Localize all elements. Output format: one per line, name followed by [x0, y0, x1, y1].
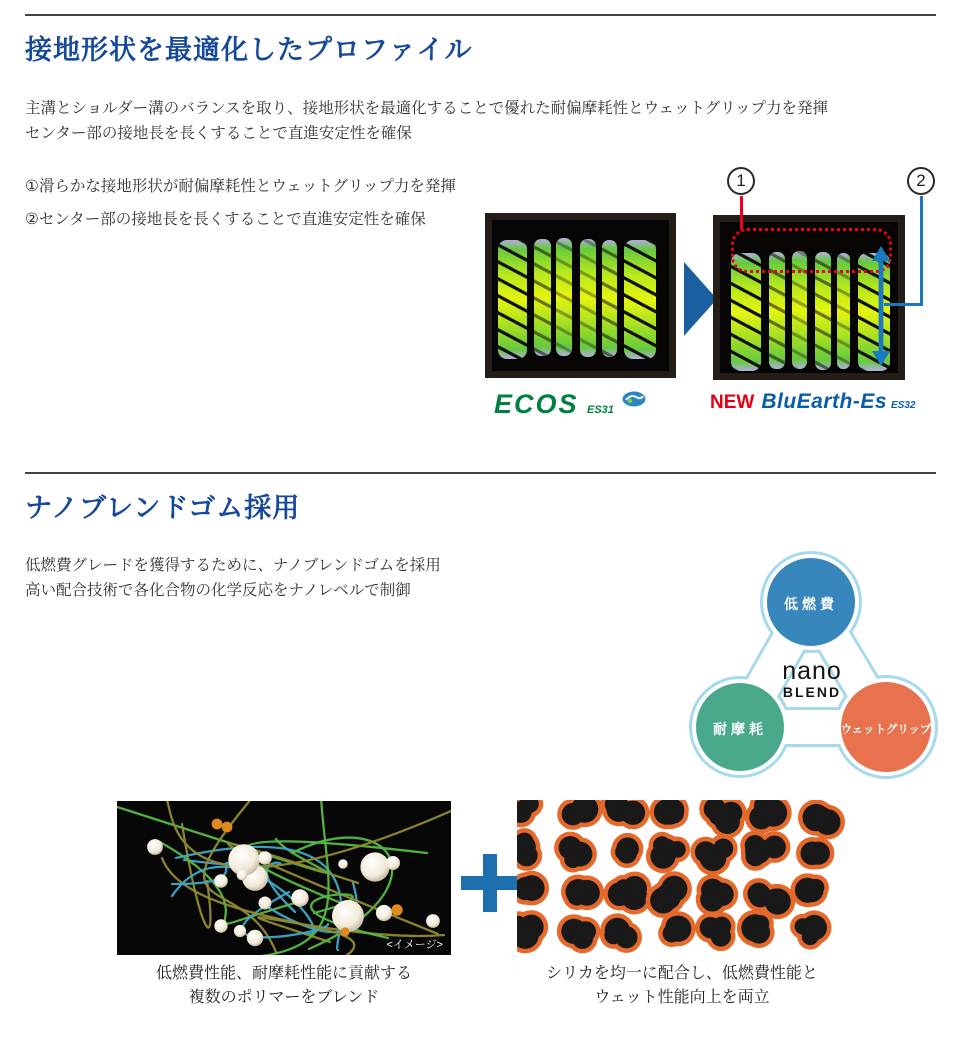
ecos-logo-model: ES31: [586, 404, 614, 416]
profile-point-1: ①滑らかな接地形状が耐偏摩耗性とウェットグリップ力を発揮: [25, 178, 456, 195]
polymer-network-image: [117, 801, 451, 955]
nano-blend-wordmark-line1: nano: [782, 657, 842, 685]
profile-point-2: ②センター部の接地長を長くすることで直進安定性を確保: [25, 211, 426, 228]
silica-caption: [507, 962, 857, 1010]
callout-1-leader-line: [740, 196, 743, 230]
nano-label-wear: 耐摩耗: [713, 721, 767, 737]
nano-blend-wordmark-line2: BLEND: [782, 684, 842, 700]
callout-2-badge: 2: [907, 167, 935, 195]
nano-label-wet: ウェットグリップ: [840, 724, 932, 736]
profile-paragraph-line-1: 主溝とショルダー溝のバランスを取り、接地形状を最適化することで優れた耐偏摩耗性とウェットグリップ力を発揮: [25, 100, 829, 117]
profile-paragraph-line-2: センター部の接地長を長くすることで直進安定性を確保: [25, 125, 412, 142]
silica-caption-line-1: シリカを均一に配合し、低燃費性能と: [546, 965, 818, 982]
ecos-logo-name: ECOS: [494, 389, 579, 419]
contact-length-arrow-icon: [872, 246, 890, 366]
nanoblend-paragraph-line-2: 高い配合技術で各化合物の化学反応をナノレベルで制御: [25, 582, 411, 599]
bluearth-new-label: NEW: [710, 392, 755, 413]
smooth-contact-dotted-outline: [731, 228, 892, 273]
ecos-logo: [494, 389, 646, 420]
section-divider: [25, 472, 936, 474]
nanoblend-paragraph-line-1: 低燃費グレードを獲得するために、ナノブレンドゴムを採用: [25, 557, 441, 574]
callout-2-leader-line-vertical: [920, 196, 923, 306]
section-divider: [25, 14, 936, 16]
nano-label-fuel: 低燃費: [784, 596, 838, 612]
callout-1-badge: 1: [727, 167, 755, 195]
eco-mark-icon: [622, 391, 646, 407]
plus-icon: [461, 854, 519, 912]
bluearth-logo: [710, 390, 915, 414]
polymer-caption: [97, 962, 471, 1010]
polymer-caption-line-2: 複数のポリマーをブレンド: [188, 989, 380, 1006]
bluearth-logo-name: BluEarth-Es: [761, 390, 888, 413]
polymer-caption-line-1: 低燃費性能、耐摩耗性能に貢献する: [155, 965, 412, 982]
silica-caption-line-2: ウェット性能向上を両立: [594, 989, 770, 1006]
contact-patch-before-image: [485, 213, 676, 378]
section-title-profile: 接地形状を最適化したプロファイル: [25, 35, 473, 65]
bluearth-logo-model: ES32: [891, 400, 916, 411]
section-title-nanoblend: ナノブレンドゴム採用: [25, 493, 301, 523]
image-note: <イメージ>: [386, 939, 443, 951]
silica-dispersion-image: [517, 800, 847, 955]
